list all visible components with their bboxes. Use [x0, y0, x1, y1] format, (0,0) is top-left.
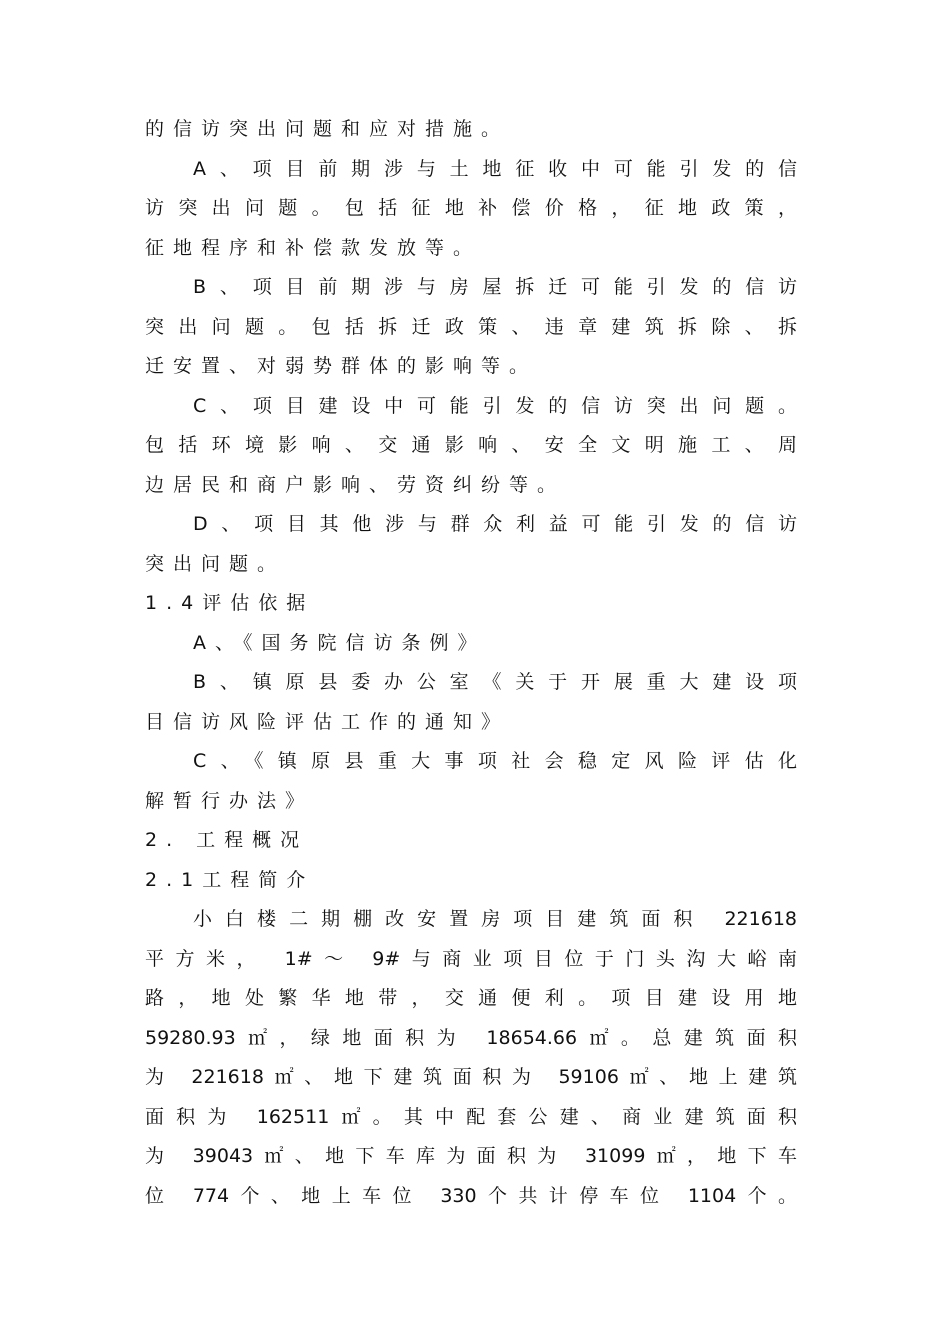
document-page — [145, 110, 797, 1216]
text-line: 59280.93㎡，绿地面积为 18654.66㎡。总建筑面积 — [145, 1026, 797, 1049]
text-line: 迁安置、对弱势群体的影响等。 — [145, 355, 538, 377]
text-line: 为 39043㎡、地下车库为面积为 31099㎡，地下车 — [145, 1145, 797, 1167]
text-line: 征地程序和补偿款发放等。 — [145, 236, 482, 259]
text-line: 为 221618㎡、地下建筑面积为 59106㎡、地上建筑 — [145, 1066, 797, 1088]
text-line: 位 774个、地上车位 330个共计停车位 1104个。 — [145, 1184, 797, 1207]
text-line: 1.4评估依据 — [145, 592, 315, 614]
text-line: 解暂行办法》 — [145, 789, 314, 812]
text-line: 平方米， 1#～ 9#与商业项目位于门头沟大峪南 — [145, 947, 797, 970]
text-line: C、项目建设中可能引发的信访突出问题。 — [193, 394, 797, 417]
text-line: 面积为 162511㎡。其中配套公建、商业建筑面积 — [145, 1105, 797, 1128]
text-line: 边居民和商户影响、劳资纠纷等。 — [145, 473, 566, 496]
text-line: 突出问题。包括拆迁政策、违章建筑拆除、拆 — [145, 315, 797, 338]
text-line: A、项目前期涉与土地征收中可能引发的信 — [193, 157, 797, 180]
text-line: C、《镇原县重大事项社会稳定风险评估化 — [193, 750, 797, 772]
text-line: A、《国务院信访条例》 — [193, 631, 486, 654]
text-line: 路，地处繁华地带，交通便利。项目建设用地 — [145, 987, 797, 1009]
text-line: B、项目前期涉与房屋拆迁可能引发的信访 — [193, 276, 797, 298]
text-line: 2. 工程概况 — [145, 829, 309, 851]
text-line: 目信访风险评估工作的通知》 — [145, 710, 510, 733]
text-line: 包括环境影响、交通影响、安全文明施工、周 — [145, 434, 797, 456]
text-line: 的信访突出问题和应对措施。 — [145, 118, 510, 140]
text-line: 2.1工程简介 — [145, 868, 315, 891]
text-line: 小白楼二期棚改安置房项目建筑面积 221618 — [193, 908, 797, 930]
text-line: B、镇原县委办公室《关于开展重大建设项 — [193, 671, 797, 693]
text-line: 访突出问题。包括征地补偿价格，征地政策， — [145, 197, 797, 219]
text-line: D、项目其他涉与群众利益可能引发的信访 — [193, 513, 797, 535]
text-line: 突出问题。 — [145, 552, 286, 575]
